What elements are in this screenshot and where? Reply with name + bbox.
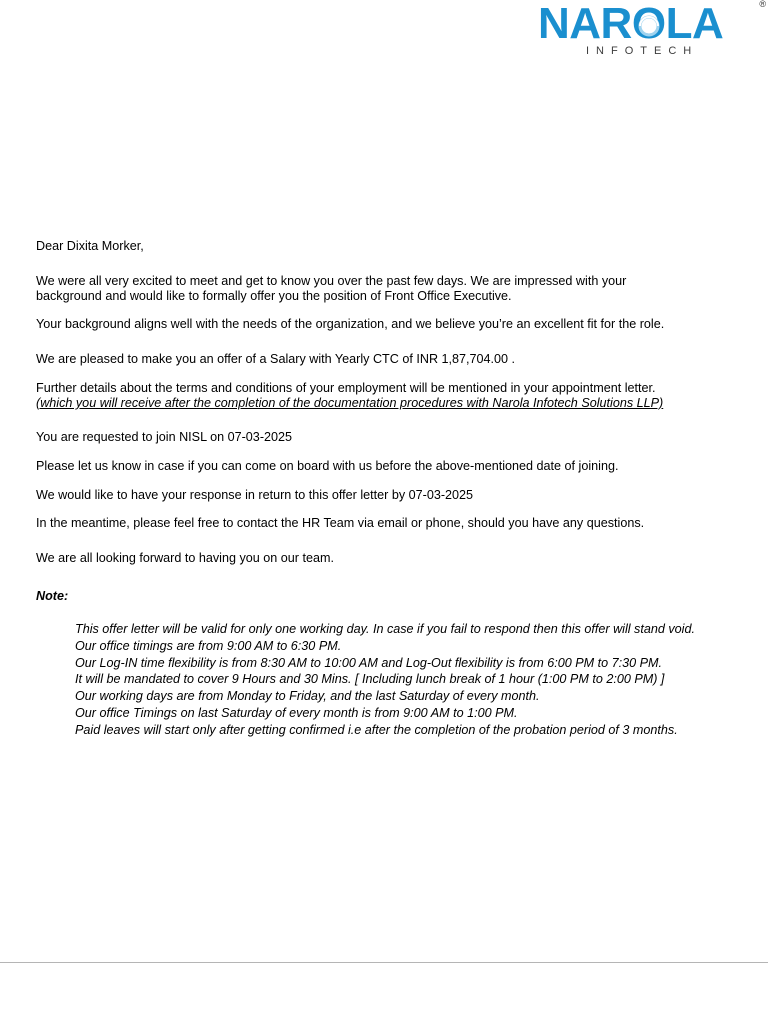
note-title: Note: — [36, 589, 69, 603]
paragraph-early-join: Please let us know in case if you can come on board with us before the above-mentioned date of joining. — [36, 459, 619, 473]
note-item: Our office timings are from 9:00 AM to 6:30 PM. — [75, 638, 342, 653]
note-item: Our Log-IN time flexibility is from 8:30 AM to 10:00 AM and Log-Out flexibility is from 6:00 PM to 7:30 PM. — [75, 655, 663, 670]
paragraph-terms-note: (which you will receive after the completion of the documentation procedures with Narola Infotech Solutions LLP) — [36, 396, 664, 410]
paragraph-closing: We are all looking forward to having you on our team. — [36, 551, 334, 565]
narola-logo — [534, 0, 766, 66]
salutation: Dear Dixita Morker, — [36, 239, 144, 253]
footer-divider — [0, 962, 768, 963]
registered-mark: ® — [759, 0, 766, 9]
paragraph-intro-line2: background and would like to formally offer you the position of Front Office Executive. — [36, 289, 512, 303]
logo-wordmark: NARO LA — [538, 0, 724, 48]
paragraph-salary: We are pleased to make you an offer of a Salary with Yearly CTC of INR 1,87,704.00 . — [36, 352, 516, 366]
note-list — [75, 621, 735, 739]
paragraph-response: We would like to have your response in return to this offer letter by 07-03-2025 — [36, 488, 474, 502]
paragraph-fit: Your background aligns well with the needs of the organization, and we believe you’re an excellent fit for the role. — [36, 317, 665, 331]
note-item: Our working days are from Monday to Friday, and the last Saturday of every month. — [75, 689, 540, 704]
logo-swirl-o: O — [631, 0, 666, 48]
note-item: This offer letter will be valid for only one working day. In case if you fail to respond then this offer will stand void. — [75, 622, 695, 636]
note-item: It will be mandated to cover 9 Hours and 30 Mins. [ Including lunch break of 1 hour (1:00 PM to 2:00 PM) ] — [75, 672, 665, 687]
logo-subtitle: INFOTECH — [586, 45, 699, 57]
paragraph-terms-line1: Further details about the terms and conditions of your employment will be mentioned in your appointment letter. — [36, 381, 656, 395]
paragraph-terms — [36, 381, 736, 411]
note-item: Our office Timings on last Saturday of every month is from 9:00 AM to 1:00 PM. — [75, 705, 518, 720]
paragraph-intro — [36, 274, 736, 304]
paragraph-joining: You are requested to join NISL on 07-03-2025 — [36, 430, 293, 444]
note-item: Paid leaves will start only after getting confirmed i.e after the completion of the probation period of 3 months. — [75, 722, 678, 737]
swirl-icon — [634, 11, 664, 41]
paragraph-intro-line1: We were all very excited to meet and get to know you over the past few days. We are impressed with your — [36, 274, 627, 288]
paragraph-contact: In the meantime, please feel free to contact the HR Team via email or phone, should you have any questions. — [36, 516, 645, 530]
